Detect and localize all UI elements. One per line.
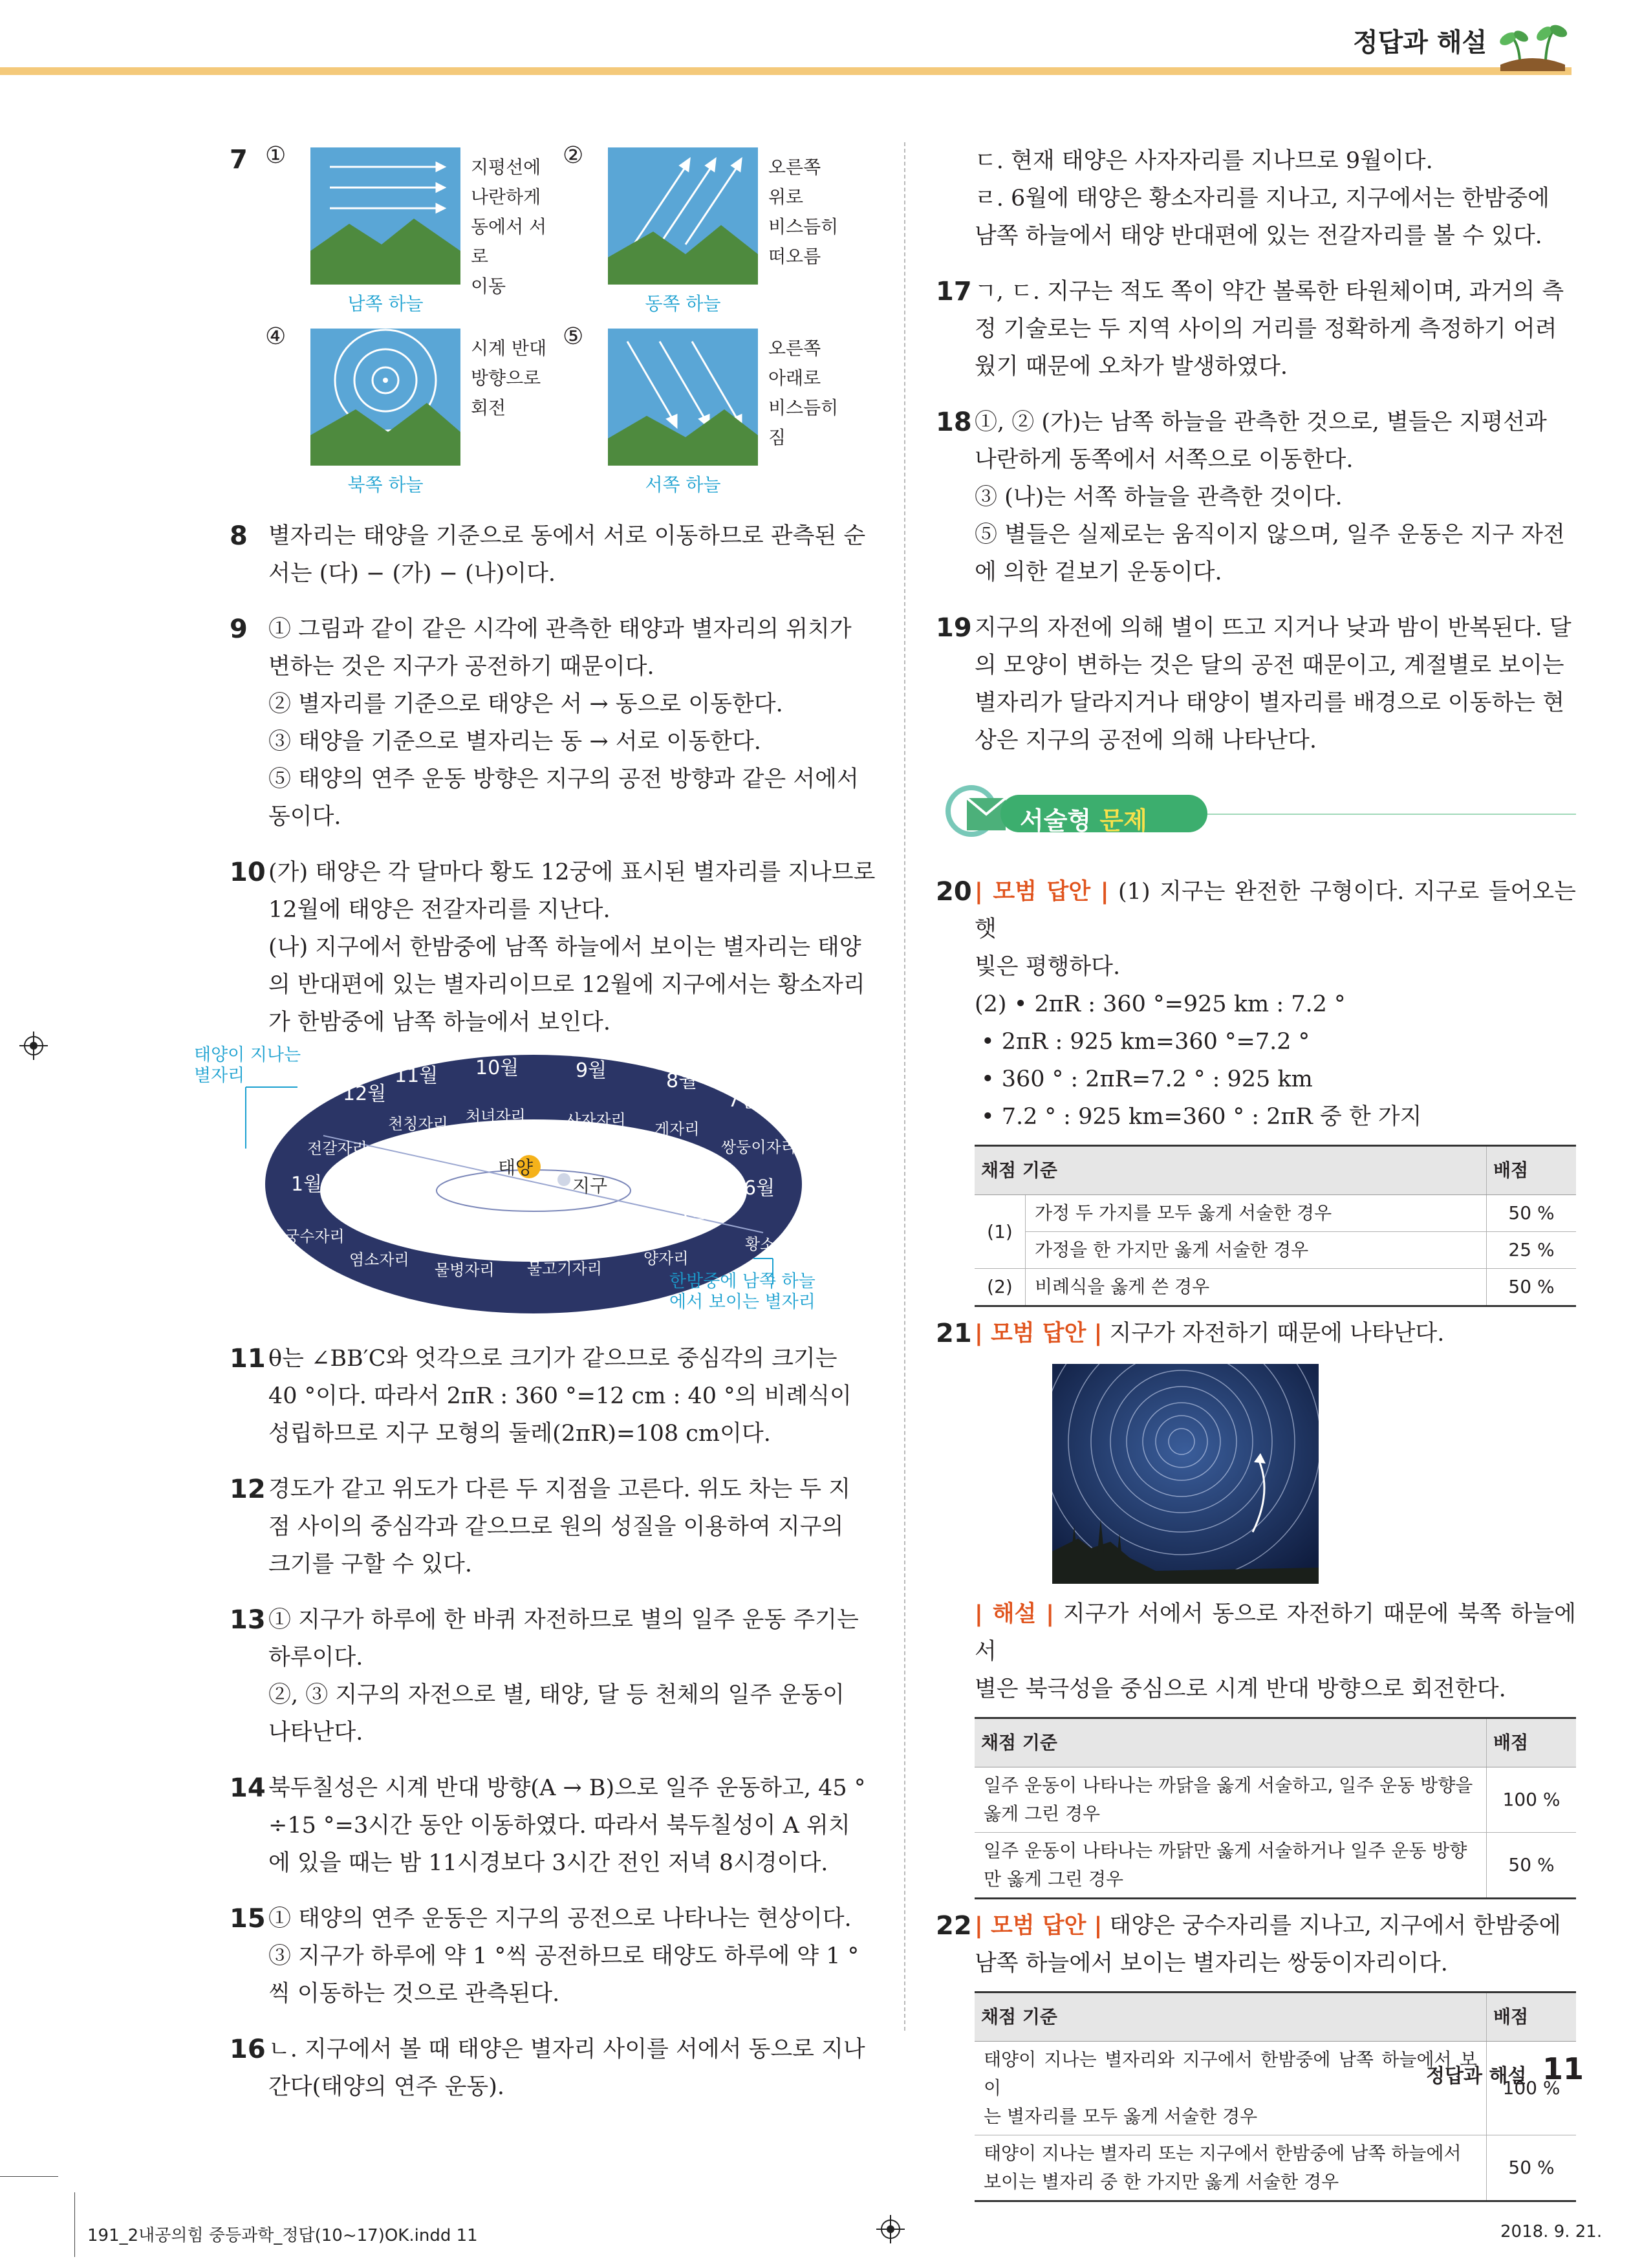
question-18: 18 ①, ② (가)는 남쪽 하늘을 관측한 것으로, 별들은 지평선과 나란하게 동쪽에서 서쪽으로 이동한다. ③ (나)는 서쪽 하늘을 관측한 것이다. ⑤ 별들은 실제로는 움직이지 않으며, 일주 운동은 지구 자전 에 의한 겉보기 운동이다. xyxy=(936,407,1565,585)
registration-mark-icon xyxy=(876,2215,905,2243)
model-answer-tag: | 모범 답안 | xyxy=(975,1913,1103,1939)
panel-desc: 오른쪽 위로 비스듬히 떠오름 xyxy=(768,157,839,267)
q7-figure xyxy=(230,142,876,498)
question-9: 9 ① 그림과 같이 같은 시각에 관측한 태양과 별자리의 위치가 변하는 것은 지구가 공전하기 때문이다. ② 별자리를 기준으로 태양은 서 → 동으로 이동한다. ③ 태양을 기준으로 별자리는 동 → 서로 이동한다. ⑤ 태양의 연주 운동 방향은 지구의 공전 방향과 같은 서에서 동이다. xyxy=(230,614,859,830)
question-15: 15 ① 태양의 연주 운동은 지구의 공전으로 나타나는 현상이다. ③ 지구가 하루에 약 1 °씩 공전하므로 태양도 하루에 약 1 ° 씩 이동하는 것으로 관측된다. xyxy=(230,1904,859,2007)
midnight-label: 한밤중에 남쪽 하늘 에서 보이는 별자리 xyxy=(669,1271,816,1312)
model-answer-tag: | 모범 답안 | xyxy=(975,879,1109,905)
star-trail-south-image xyxy=(310,147,460,285)
month-label: 3월 xyxy=(479,1212,510,1235)
footer-date: 2018. 9. 21. xyxy=(1500,2222,1603,2241)
panel-caption: 남쪽 하늘 xyxy=(347,293,424,314)
month-label: 5월 xyxy=(676,1203,708,1226)
zodiac-orbit-diagram xyxy=(194,1045,841,1323)
sun-path-label: 태양이 지나는 별자리 xyxy=(194,1045,301,1086)
crop-mark xyxy=(0,2176,58,2177)
question-14: 14 북두칠성은 시계 반대 방향(A → B)으로 일주 운동하고, 45 ° ÷15 °=3시간 동안 이동하였다. 따라서 북두칠성이 A 위치 에 있을 때는 밤 11시경보다 3시간 전인 저녁 8시경이다. xyxy=(230,1773,866,1876)
left-column xyxy=(194,142,876,2124)
star-trail-east-image xyxy=(608,147,758,285)
month-label: 12월 xyxy=(343,1083,387,1105)
star-trail-west-image xyxy=(608,329,758,466)
question-13: 13 ① 지구가 하루에 한 바퀴 자전하므로 별의 일주 운동 주기는 하루이다. ②, ③ 지구의 자전으로 별, 태양, 달 등 천체의 일주 운동이 나타난다. xyxy=(230,1605,859,1745)
q7-panel-west xyxy=(563,323,860,495)
sprout-icon xyxy=(1494,19,1572,71)
constellation-label: 쌍둥이자리 xyxy=(721,1138,796,1156)
question-16: 16 ㄴ. 지구에서 볼 때 태양은 별자리 사이를 서에서 동으로 지나 간다(태양의 연주 운동). xyxy=(230,2035,865,2100)
footer-title: 정답과 해설 xyxy=(1426,2065,1527,2088)
constellation-label: 처녀자리 xyxy=(466,1107,526,1125)
panel-number: ① xyxy=(265,142,286,169)
month-label: 9월 xyxy=(576,1059,607,1082)
scoring-table-22: 채점 기준 배점 태양이 지나는 별자리와 지구에서 한밤중에 남쪽 하늘에서 보이 는 별자리를 모두 옳게 서술한 경우 100 % 태양이 지나는 별자리 또는 지구에서 한밤중에 남쪽 하늘에서 보이는 별자리 중 한 가지만 옳게 서술한 경우 50 % xyxy=(975,1991,1576,2202)
q7-panel-east xyxy=(563,142,860,314)
scoring-table-21: 채점 기준 배점 일주 운동이 나타나는 까닭을 옳게 서술하고, 일주 운동 방향을 옳게 그린 경우 100 % 일주 운동이 나타나는 까닭만 옳게 서술하거나 일주 운동 방향 만 옳게 그린 경우 50 % xyxy=(975,1717,1576,1899)
star-trail-photo xyxy=(1052,1364,1319,1584)
constellation-label: 궁수자리 xyxy=(285,1227,345,1246)
constellation-label: 물고기자리 xyxy=(527,1260,602,1278)
month-label: 6월 xyxy=(744,1177,775,1200)
constellation-label: 황소자리 xyxy=(745,1235,805,1253)
q7-number: 7 xyxy=(230,145,248,175)
banner-title: 서술형 문제 xyxy=(1020,806,1147,835)
panel-number: ⑤ xyxy=(563,323,584,350)
month-label: 1월 xyxy=(291,1173,323,1196)
page-number: 11 xyxy=(1542,2051,1584,2086)
right-column xyxy=(936,142,1576,2220)
question-19: 19 지구의 자전에 의해 별이 뜨고 지거나 낮과 밤이 반복된다. 달 의 모양이 변하는 것은 달의 공전 때문이고, 계절별로 보이는 별자리가 달라지거나 태양이 별자리를 배경으로 이동하는 현 상은 지구의 공전에 의해 나타난다. xyxy=(936,613,1572,753)
header-accent-line xyxy=(0,67,1572,75)
question-21: 21 | 모범 답안 | 지구가 자전하기 때문에 나타난다. | 해설 | 지구가 서에서 동으로 자전하기 때문에 북쪽 하늘에서 별은 북극성을 중심으로 시계 반대 방향으로 회전한다. 채점 기준 배점 일주 운동이 나타나는 까닭을 옳게 서술하고, 일주 운동 방향을 옳게 그린 경우 100 % 일주 운동이 나타나는 까닭만 옳게 서술하거나 일주 운동 방향 만 옳게 그린 경우 50 % xyxy=(936,1315,1576,1899)
panel-desc: 오른쪽 아래로 비스듬히 짐 xyxy=(768,338,839,448)
constellation-label: 사자자리 xyxy=(566,1111,626,1129)
star-trail-north-image xyxy=(310,329,460,466)
constellation-label: 물병자리 xyxy=(435,1261,495,1279)
panel-caption: 동쪽 하늘 xyxy=(645,293,721,314)
section-banner xyxy=(936,779,1576,850)
panel-desc: 시계 반대 방향으로 회전 xyxy=(471,338,547,418)
question-11: 11 θ는 ∠BB′C와 엇각으로 크기가 같으므로 중심각의 크기는 40 °이다. 따라서 2πR : 360 °=12 cm : 40 °의 비례식이 성립하므로 지구 모형의 둘레(2πR)=108 cm이다. xyxy=(230,1344,852,1447)
month-label: 11월 xyxy=(394,1064,438,1087)
crop-mark xyxy=(74,2192,75,2257)
constellation-label: 전갈자리 xyxy=(307,1139,367,1158)
q7-panel-south xyxy=(265,142,563,314)
month-label: 4월 xyxy=(569,1212,601,1235)
q7-panel-north xyxy=(265,323,563,495)
question-20: 20 | 모범 답안 | (1) 지구는 완전한 구형이다. 지구로 들어오는 햇 빛은 평행하다. (2) • 2πR : 360 °=925 km : 7.2 ° • 2πR : 925 km=360 °=7.2 ° • 360 ° : 2πR=7.2 ° : 925 km • 7.2 ° : 925 km=360 ° : 2πR 중 한 가지 채점 기준 배점 (1) 가정 두 가지를 모두 옳게 서술한 경우 50 % 가정을 한 가지만 옳게 서술한 경우 25 % (2) 비례식을 옳게 쓴 경우 50 % xyxy=(936,873,1576,1307)
constellation-label: 천칭자리 xyxy=(388,1115,448,1133)
constellation-label: 게자리 xyxy=(654,1120,700,1138)
column-divider xyxy=(904,142,905,2031)
question-16-continued: ㄷ. 현재 태양은 사자자리를 지나므로 9월이다. ㄹ. 6월에 태양은 황소자리를 지나고, 지구에서는 한밤중에 남쪽 하늘에서 태양 반대편에 있는 전갈자리를 볼 수 있다. xyxy=(975,148,1550,249)
question-12: 12 경도가 같고 위도가 다른 두 지점을 고른다. 위도 차는 두 지 점 사이의 중심각과 같으므로 원의 성질을 이용하여 지구의 크기를 구할 수 있다. xyxy=(230,1474,851,1577)
question-8: 8 별자리는 태양을 기준으로 동에서 서로 이동하므로 관측된 순 서는 (다) − (가) − (나)이다. xyxy=(230,521,866,587)
month-label: 2월 xyxy=(369,1203,400,1226)
footer-filename: 191_2내공의힘 중등과학_정답(10~17)OK.indd 11 xyxy=(87,2226,478,2245)
month-label: 8월 xyxy=(666,1070,698,1092)
question-17: 17 ㄱ, ㄷ. 지구는 적도 쪽이 약간 볼록한 타원체이며, 과거의 측 정 기술로는 두 지역 사이의 거리를 정확하게 측정하기 어려 웠기 때문에 오차가 발생하였다. xyxy=(936,277,1564,380)
panel-number: ② xyxy=(563,142,584,169)
month-label: 10월 xyxy=(475,1057,519,1079)
sun-label: 태양 xyxy=(498,1157,534,1178)
model-answer-tag: | 모범 답안 | xyxy=(975,1321,1103,1346)
scoring-table-20: 채점 기준 배점 (1) 가정 두 가지를 모두 옳게 서술한 경우 50 % 가정을 한 가지만 옳게 서술한 경우 25 % (2) 비례식을 옳게 쓴 경우 50 % xyxy=(975,1145,1576,1307)
question-22: 22 | 모범 답안 | 태양은 궁수자리를 지나고, 지구에서 한밤중에 남쪽 하늘에서 보이는 별자리는 쌍둥이자리이다. 채점 기준 배점 태양이 지나는 별자리와 지구에서 한밤중에 남쪽 하늘에서 보이 는 별자리를 모두 옳게 서술한 경우 100 % 태양이 지나는 별자리 또는 지구에서 한밤중에 남쪽 하늘에서 보이는 별자리 중 한 가지만 옳게 서술한 경우 50 % xyxy=(936,1907,1576,2202)
explanation-tag: | 해설 | xyxy=(975,1601,1055,1627)
panel-caption: 북쪽 하늘 xyxy=(347,474,424,495)
earth-label: 지구 xyxy=(572,1175,608,1196)
registration-mark-icon xyxy=(19,1031,48,1060)
constellation-label: 양자리 xyxy=(643,1249,689,1268)
month-label: 7월 xyxy=(728,1089,759,1112)
question-10: 10 (가) 태양은 각 달마다 황도 12궁에 표시된 별자리를 지나므로 12월에 태양은 전갈자리를 지난다. (나) 지구에서 한밤중에 남쪽 하늘에서 보이는 별자리는 태양 의 반대편에 있는 별자리이므로 12월에 지구에서는 황소자리 가 한밤중에 남쪽 하늘에서 보인다. xyxy=(230,858,876,1035)
panel-number: ④ xyxy=(265,323,286,350)
header-title: 정답과 해설 xyxy=(1353,28,1487,58)
constellation-label: 염소자리 xyxy=(349,1251,409,1269)
panel-caption: 서쪽 하늘 xyxy=(645,474,721,495)
panel-desc: 지평선에 나란하게 동에서 서로 이동 xyxy=(471,157,547,297)
